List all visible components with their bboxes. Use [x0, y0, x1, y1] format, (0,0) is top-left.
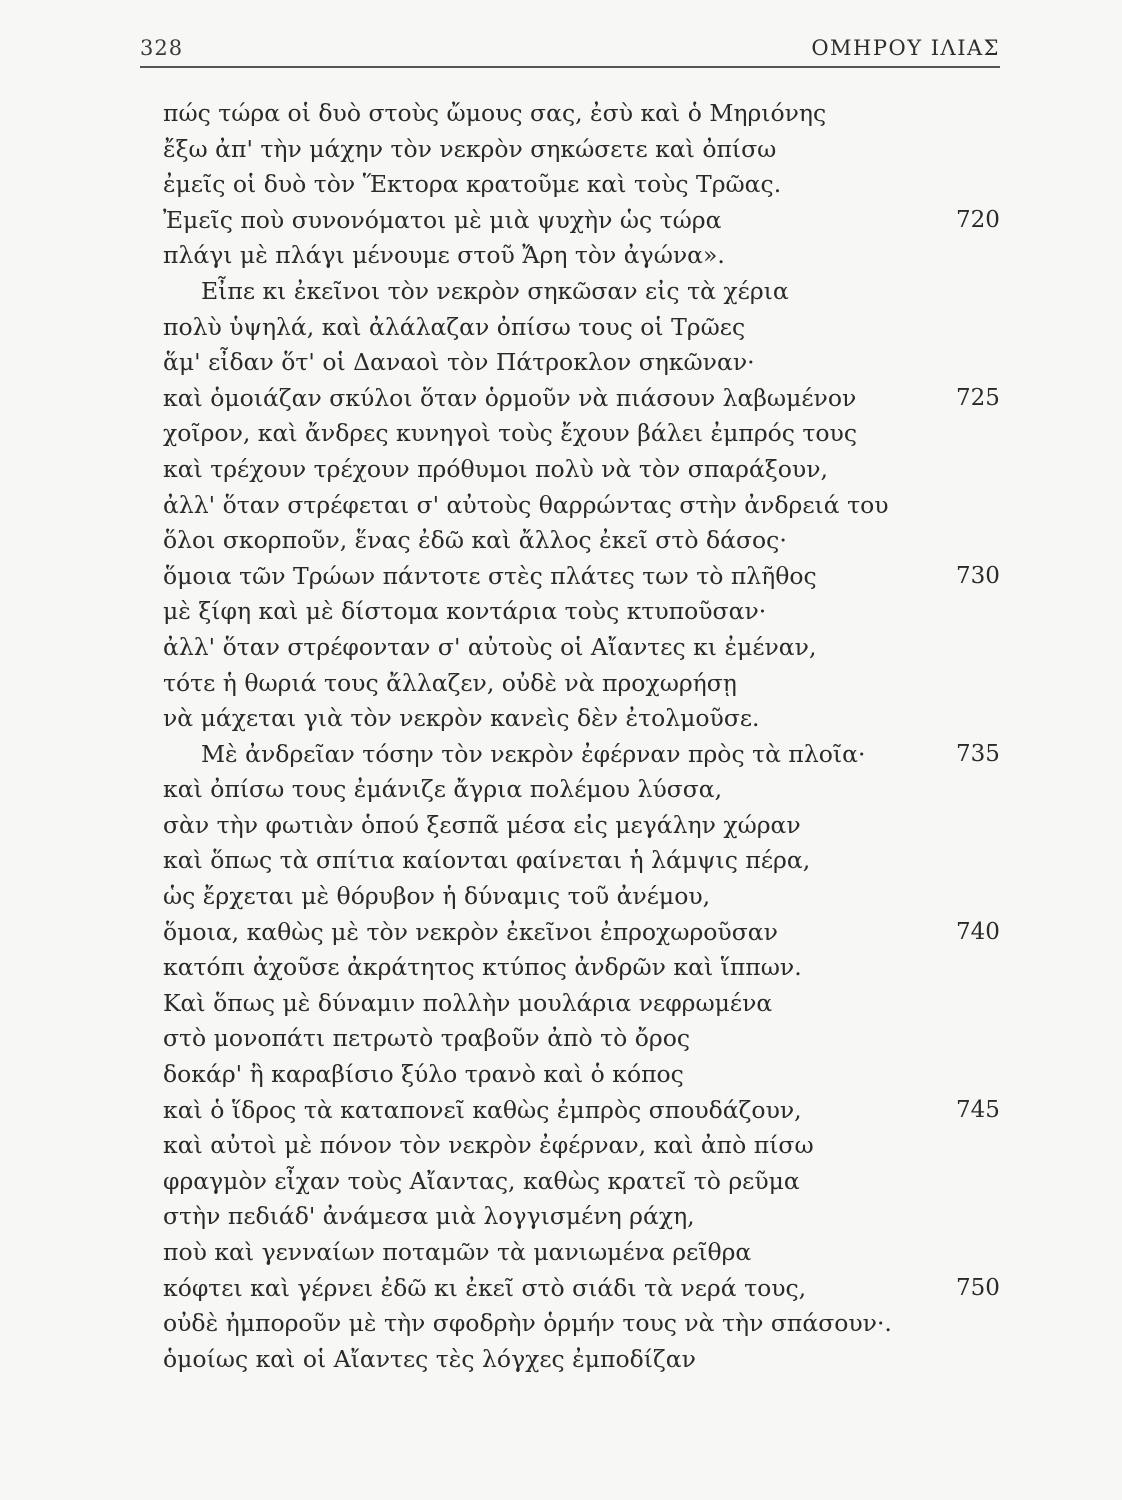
verse-line: [163, 772, 1013, 808]
verse-line: [163, 381, 1013, 417]
verse-line: [163, 1128, 1013, 1164]
verse-line: [163, 594, 1013, 630]
verse-line: [163, 345, 1013, 381]
verse-text: καὶ αὐτοὶ μὲ πόνον τὸν νεκρὸν ἐφέρναν, καὶ ἀπὸ πίσω: [163, 1131, 814, 1160]
verse-text: καὶ τρέχουν τρέχουν πρόθυμοι πολὺ νὰ τὸν σπαράξουν,: [163, 454, 828, 483]
verse-number: 750: [956, 1274, 1000, 1301]
verse-text: τότε ἡ θωριά τους ἄλλαζεν, οὐδὲ νὰ προχωρήσῃ: [163, 668, 737, 697]
verse-line: [163, 950, 1013, 986]
verse-text: καὶ ὅπως τὰ σπίτια καίονται φαίνεται ἡ λάμψις πέρα,: [163, 846, 811, 875]
verse-line: [163, 310, 1013, 346]
verse-text: νὰ μάχεται γιὰ τὸν νεκρὸν κανεὶς δὲν ἐτολμοῦσε.: [163, 704, 760, 733]
verse-line: [163, 1164, 1013, 1200]
verse-line: [163, 666, 1013, 702]
verse-text: ἐμεῖς οἱ δυὸ τὸν Ἕκτορα κρατοῦμε καὶ τοὺς Τρῶας.: [163, 170, 782, 199]
verse-text: πολὺ ὑψηλά, καὶ ἀλάλαζαν ὀπίσω τους οἱ Τρῶες: [163, 312, 746, 341]
verse-text: ἀλλ' ὅταν στρέφεται σ' αὐτοὺς θαρρώντας στὴν ἀνδρειά του: [163, 490, 889, 519]
verse-text: Εἶπε κι ἐκεῖνοι τὸν νεκρὸν σηκῶσαν εἰς τὰ χέρια: [201, 276, 789, 305]
verse-line: [163, 808, 1013, 844]
verse-text: κόφτει καὶ γέρνει ἐδῶ κι ἐκεῖ στὸ σιάδι τὰ νερά τους,: [163, 1273, 807, 1302]
verse-number: 720: [956, 206, 1000, 233]
page-number: 328: [140, 36, 184, 60]
verse-number: 740: [956, 918, 1000, 945]
verse-line: [163, 1235, 1013, 1271]
verse-line: [163, 1306, 1013, 1342]
verse-text: ὅλοι σκορποῦν, ἕνας ἐδῶ καὶ ἄλλος ἐκεῖ στὸ δάσος·: [163, 526, 787, 555]
verse-line: [163, 843, 1013, 879]
verse-line: [163, 1057, 1013, 1093]
verse-line: [163, 915, 1013, 951]
verse-line: [163, 488, 1013, 524]
verse-text: Μὲ ἀνδρεῖαν τόσην τὸν νεκρὸν ἐφέρναν πρὸς τὰ πλοῖα·: [201, 739, 866, 768]
verse-text: στὴν πεδιάδ' ἀνάμεσα μιὰ λογγισμένη ράχη,: [163, 1202, 695, 1231]
verse-text: καὶ ὁ ἵδρος τὰ καταπονεῖ καθὼς ἐμπρὸς σπουδάζουν,: [163, 1095, 802, 1124]
verse-line: [163, 238, 1013, 274]
verse-line: [163, 523, 1013, 559]
verse-number: 745: [956, 1096, 1000, 1123]
verse-text: ποὺ καὶ γενναίων ποταμῶν τὰ μανιωμένα ρεῖθρα: [163, 1238, 752, 1266]
verse-text: ὡς ἔρχεται μὲ θόρυβον ἡ δύναμις τοῦ ἀνέμου,: [163, 882, 711, 911]
verse-line: [163, 1199, 1013, 1235]
verse-line: [163, 274, 1013, 310]
verse-number: 730: [956, 562, 1000, 589]
running-title: ΟΜΗΡΟΥ ΙΛΙΑΣ: [811, 36, 1000, 60]
verse-text: ἅμ' εἶδαν ὅτ' οἱ Δαναοὶ τὸν Πάτροκλον σηκῶναν·: [163, 348, 755, 377]
verse-text: καὶ ὁμοιάζαν σκύλοι ὅταν ὁρμοῦν νὰ πιάσουν λαβωμένον: [163, 383, 857, 412]
verse-line: [163, 879, 1013, 915]
verse-line: [163, 737, 1013, 773]
verse-text: ἀλλ' ὅταν στρέφονταν σ' αὐτοὺς οἱ Αἴαντες κι ἐμέναν,: [163, 632, 817, 661]
verse-line: [163, 132, 1013, 168]
verse-text: στὸ μονοπάτι πετρωτὸ τραβοῦν ἀπὸ τὸ ὄρος: [163, 1024, 691, 1053]
verse-text: Ἐμεῖς ποὺ συνονόματοι μὲ μιὰ ψυχὴν ὡς τώρα: [163, 205, 722, 234]
verse-text-block: [163, 96, 1013, 1377]
verse-text: ὁμοίως καὶ οἱ Αἴαντες τὲς λόγχες ἐμποδίζαν: [163, 1344, 696, 1373]
verse-line: [163, 559, 1013, 595]
verse-text: πλάγι μὲ πλάγι μένουμε στοῦ Ἄρη τὸν ἀγώνα».: [163, 241, 725, 270]
verse-text: σὰν τὴν φωτιὰν ὁπού ξεσπᾶ μέσα εἰς μεγάλην χώραν: [163, 810, 801, 839]
verse-line: [163, 701, 1013, 737]
verse-text: ὅμοια, καθὼς μὲ τὸν νεκρὸν ἐκεῖνοι ἐπροχωροῦσαν: [163, 917, 778, 946]
verse-line: [163, 203, 1013, 239]
page-header: [140, 30, 1000, 70]
verse-line: [163, 1342, 1013, 1378]
verse-text: καὶ ὀπίσω τους ἐμάνιζε ἄγρια πολέμου λύσσα,: [163, 775, 723, 804]
verse-text: μὲ ξίφη καὶ μὲ δίστομα κοντάρια τοὺς κτυποῦσαν·: [163, 597, 767, 626]
verse-line: [163, 96, 1013, 132]
verse-line: [163, 452, 1013, 488]
verse-text: κατόπι ἀχοῦσε ἀκράτητος κτύπος ἀνδρῶν καὶ ἵππων.: [163, 953, 802, 982]
verse-number: 725: [956, 384, 1000, 411]
verse-text: φραγμὸν εἶχαν τοὺς Αἴαντας, καθὼς κρατεῖ τὸ ρεῦμα: [163, 1166, 800, 1195]
verse-text: Καὶ ὅπως μὲ δύναμιν πολλὴν μουλάρια νεφρωμένα: [163, 988, 773, 1017]
verse-line: [163, 1093, 1013, 1129]
verse-text: πώς τώρα οἱ δυὸ στοὺς ὤμους σας, ἐσὺ καὶ ὁ Μηριόνης: [163, 99, 827, 127]
verse-line: [163, 1021, 1013, 1057]
verse-line: [163, 630, 1013, 666]
verse-number: 735: [956, 740, 1000, 767]
verse-text: ἔξω ἀπ' τὴν μάχην τὸν νεκρὸν σηκώσετε καὶ ὀπίσω: [163, 134, 777, 163]
verse-line: [163, 416, 1013, 452]
verse-text: ὅμοια τῶν Τρώων πάντοτε στὲς πλάτες των τὸ πλῆθος: [163, 561, 817, 590]
verse-line: [163, 986, 1013, 1022]
verse-text: χοῖρον, καὶ ἄνδρες κυνηγοὶ τοὺς ἔχουν βάλει ἐμπρός τους: [163, 419, 858, 448]
verse-line: [163, 167, 1013, 203]
verse-text: οὐδὲ ἠμποροῦν μὲ τὴν σφοδρὴν ὁρμήν τους νὰ τὴν σπάσουν·.: [163, 1309, 892, 1338]
verse-line: [163, 1271, 1013, 1307]
header-rule: [140, 66, 1000, 68]
verse-text: δοκάρ' ἢ καραβίσιο ξύλο τρανὸ καὶ ὁ κόπος: [163, 1060, 684, 1089]
